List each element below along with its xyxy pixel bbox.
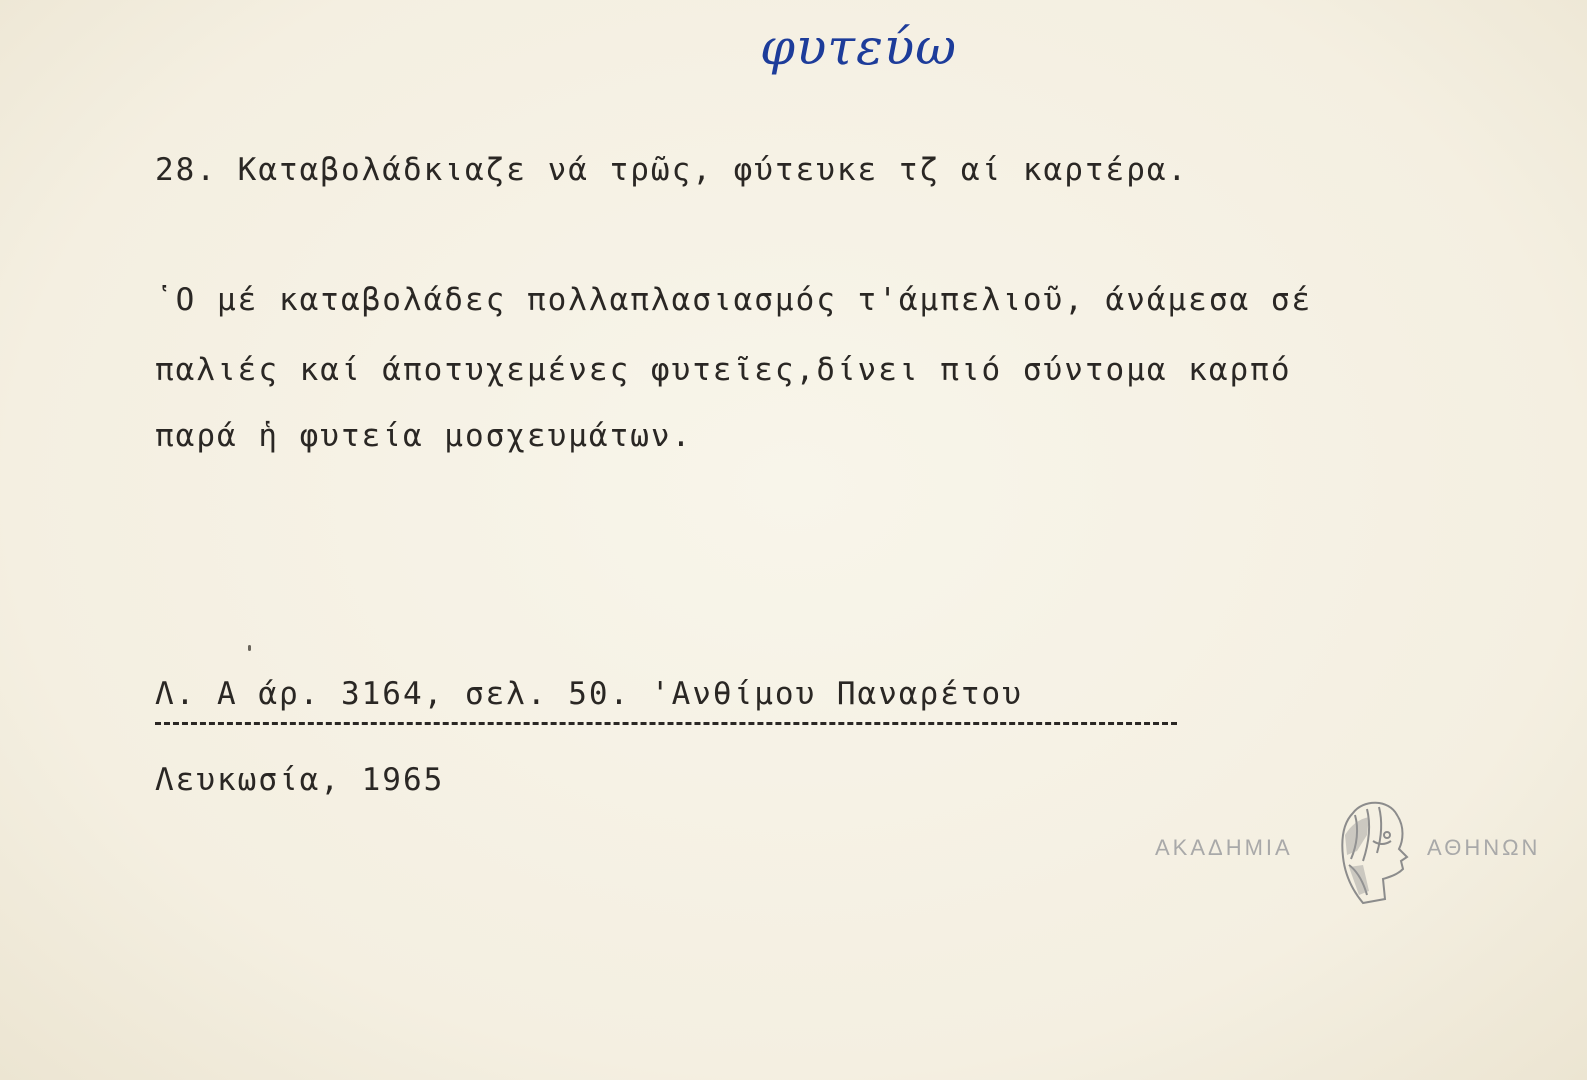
source-reference: Λ. Α άρ. 3164, σελ. 50. 'Ανθίμου Παναρέτου [155,676,1023,712]
watermark-left-text: ΑΚΑΔΗΜΙΑ [1155,835,1293,860]
watermark-right-text: ΑΘΗΝΩΝ [1427,835,1541,860]
academy-watermark [1155,795,1565,910]
paper-speck [248,645,251,651]
explanation-line-1: ῾Ο μέ καταβολάδες πολλαπλασιασμός τ'άμπελιοῦ, άνάμεσα σέ [155,282,1313,318]
place-and-year: Λευκωσία, 1965 [155,762,445,798]
explanation-line-3: παρά ἡ φυτεία μοσχευμάτων. [155,418,693,454]
explanation-line-2: παλιές καί άποτυχεμένες φυτεῖες,δίνει πιό σύντομα καρπό [155,352,1292,388]
proverb-line: 28. Καταβολάδκιαζε νά τρῶς, φύτευκε τζ αί καρτέρα. [155,152,1189,188]
athena-head-seal-icon [1323,795,1415,907]
handwritten-headword: φυτεύω [760,18,958,76]
source-underline [155,722,1177,725]
